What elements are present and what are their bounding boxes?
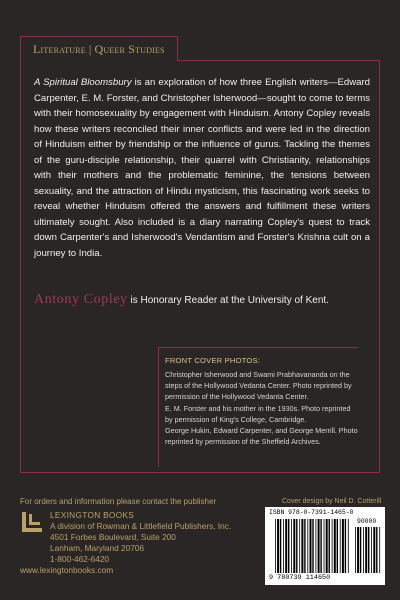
photo-credit: Christopher Isherwood and Swami Prabhavananda on the steps of the Hollywood Vedanta Center. Photo reprinted by permission of the Hollywood Vedanta Center. <box>165 370 352 402</box>
photos-title: FRONT COVER PHOTOS: <box>165 356 261 365</box>
price-code: 90000 <box>357 518 377 525</box>
photo-credit: E. M. Forster and his mother in the 1930s. Photo reprinted by permission of King's College, Cambridge. <box>165 403 351 424</box>
publisher-name: LEXINGTON BOOKS <box>50 510 135 520</box>
orders-info: For orders and information please contact the publisher <box>20 497 217 506</box>
barcode-digits: 9 780739 114650 <box>269 574 331 582</box>
publisher-phone: 1-800-462-6420 <box>50 554 110 564</box>
category-tab <box>20 36 178 61</box>
author-bio-text: is Honorary Reader at the University of Kent. <box>127 295 329 306</box>
category-literature: Literature <box>33 41 86 56</box>
book-title: A Spiritual Bloomsbury <box>34 77 132 88</box>
author-name: Antony Copley <box>34 292 128 307</box>
front-cover-photos <box>158 347 358 467</box>
cover-design-credit: Cover design by Neil D. Cotterill <box>282 498 382 505</box>
category-queer-studies: Queer Studies <box>94 41 165 56</box>
category-separator: | <box>88 41 92 56</box>
photos-credits <box>165 369 358 447</box>
barcode-box <box>265 507 385 585</box>
description-text: is an exploration of how three English writers—Edward Carpenter, E. M. Forster, and Christopher Isherwood—sought to come to terms with their homosexuality by engagement with Hinduism. Antony Copley reveals how these writers reconciled their inner conflicts and were led in the direction of Hinduism either by friendship or the influence of gurus. Tackling the themes of the guru-disciple relationship, their quarrel with Christianity, relationships with their mothers and the problematic feminine, the tensions between sexuality, and the attraction of Hindu mysticism, this fascinating work seeks to reveal whether Hinduism offered the answers and fulfillment these writers ultimately sought. Also included is a diary narrating Copley's quest to track down Carpenter's and Isherwood's Vendantism and Forster's Krishna cult on a journey to India. <box>34 77 370 259</box>
publisher-url[interactable]: www.lexingtonbooks.com <box>20 565 114 575</box>
photo-credit: George Hukin, Edward Carpenter, and George Merrill. Photo reprinted by permission of the Sheffield Archives. <box>165 426 358 447</box>
book-description <box>34 75 370 261</box>
publisher-info <box>20 510 232 576</box>
lexington-logo-icon <box>20 510 44 534</box>
publisher-address-line1: 4501 Forbes Boulevard, Suite 200 <box>50 532 176 542</box>
isbn-text: ISBN 978-0-7391-1465-0 <box>269 509 354 516</box>
publisher-division: A division of Rowman & Littlefield Publishers, Inc. <box>50 521 232 531</box>
publisher-address-line2: Lanham, Maryland 20706 <box>50 543 145 553</box>
author-bio <box>34 292 374 308</box>
